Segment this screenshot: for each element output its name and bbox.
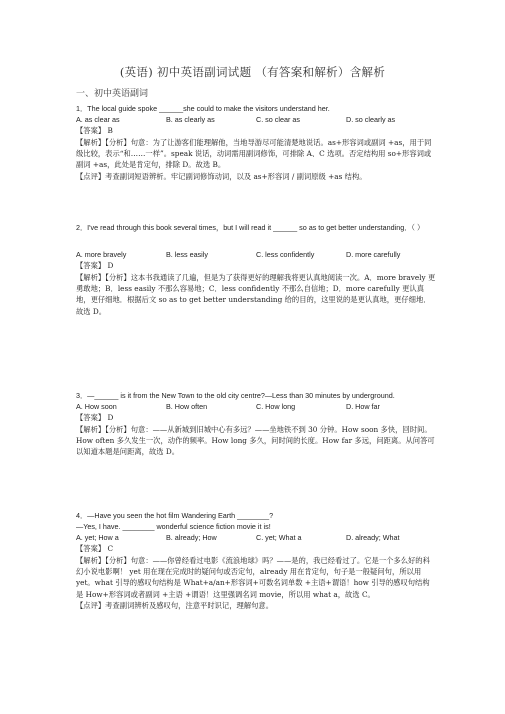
option-c: C. less confidently bbox=[256, 250, 315, 260]
section-heading: 一、初中英语副词 bbox=[76, 89, 149, 99]
option-a: A. more bravely bbox=[76, 250, 127, 260]
option-d: D. How far bbox=[346, 402, 380, 412]
question-1 bbox=[76, 103, 436, 182]
options-row bbox=[76, 532, 436, 543]
option-a: A. as clear as bbox=[76, 115, 120, 125]
option-b: B. as clearly as bbox=[166, 115, 215, 125]
comment-text: 【点评】考查副词短语辨析。牢记副词修饰动词，以及 as+形容词 / 副词原级 +as 结构。 bbox=[76, 171, 367, 181]
option-c: C. yet; What a bbox=[256, 533, 302, 543]
options-row bbox=[76, 114, 436, 125]
option-a: A. yet; How a bbox=[76, 533, 119, 543]
question-3 bbox=[76, 390, 436, 458]
analysis-text: 【解析】【分析】句意：为了让游客们能理解他，当地导游尽可能清楚地说话。as+形容词或副词 +as，用于同级比较，表示“和……一样”。speak 说话，动词需用副词修饰，可排除 A、C 选项。否定结构用 so+形容词或副词 +as，此处是肯定句，排除 D。故选 B。 bbox=[76, 137, 432, 170]
analysis-text: 【解析】【分析】句意：——你曾经看过电影《流浪地球》吗？——是的，我已经看过了。它是一个多么好的科幻小说电影啊！ yet 用在现在完成时的疑问句或否定句，already 用在肯定句，句子是一般疑问句，所以用 yet。what 引导的感叹句结构是 What+a/an+形容词+可数名词单数 +主语+谓语！how 引导的感叹句结构是 How+形容词或者副词 +主语 +谓语！这里强调名词 movie，所以用 what a，故选 C。 bbox=[76, 555, 430, 599]
option-d: D. so clearly as bbox=[346, 115, 396, 125]
answer-line: 【答案】 D bbox=[76, 261, 114, 271]
document-title: (英语) 初中英语副词试题 （有答案和解析）含解析 bbox=[119, 65, 386, 79]
option-b: B. How often bbox=[166, 402, 208, 412]
option-d: D. already; What bbox=[346, 533, 400, 543]
analysis-text: 【解析】【分析】这本书我通读了几遍，但是为了获得更好的理解我将更认真地阅读一次。A．more bravely 更勇敢地；B．less easily 不那么容易地；C．less confidently 不那么自信地；D．more carefully 更认真地，更仔细地．根据后文 so as to get better understanding 给的目的，这里说的是更认真地，更仔细地．故选 D。 bbox=[76, 272, 436, 316]
answer-line: 【答案】 C bbox=[76, 544, 114, 554]
comment-text: 【点评】考查副词辨析及感叹句，注意平时识记，理解句意。 bbox=[76, 600, 274, 610]
option-c: C. so clear as bbox=[256, 115, 300, 125]
question-stem: 3．—______ is it from the New Town to the old city centre?—Less than 30 minutes by underground. bbox=[76, 391, 395, 400]
option-b: B. less easily bbox=[166, 250, 208, 260]
option-b: B. already; How bbox=[166, 533, 217, 543]
options-row bbox=[76, 249, 436, 260]
question-stem: 2．I've read through this book several times，but I will read it ______ so as to get better understanding．（ ） bbox=[76, 223, 425, 232]
question-stem-reply: —Yes, I have. ________ wonderful science fiction movie it is! bbox=[76, 522, 271, 532]
answer-line: 【答案】 D bbox=[76, 413, 114, 423]
question-stem: 4．—Have you seen the hot film Wandering Earth ________? bbox=[76, 511, 274, 520]
options-row bbox=[76, 401, 436, 412]
answer-line: 【答案】 B bbox=[76, 126, 113, 136]
question-2 bbox=[76, 222, 436, 317]
option-d: D. more carefully bbox=[346, 250, 401, 260]
question-stem: 1．The local guide spoke ______she could to make the visitors understand her. bbox=[76, 104, 330, 113]
analysis-text: 【解析】【分析】句意：——从新城到旧城中心有多远？——坐地铁不到 30 分钟。How soon 多快，回时间。How often 多久发生一次，动作的频率。How long 多久，问时间的长度。How far 多远，问距离。从问答可以知道本题是问距离，故选 D。 bbox=[76, 424, 435, 457]
option-c: C. How long bbox=[256, 402, 296, 412]
option-a: A. How soon bbox=[76, 402, 117, 412]
question-4 bbox=[76, 510, 436, 611]
